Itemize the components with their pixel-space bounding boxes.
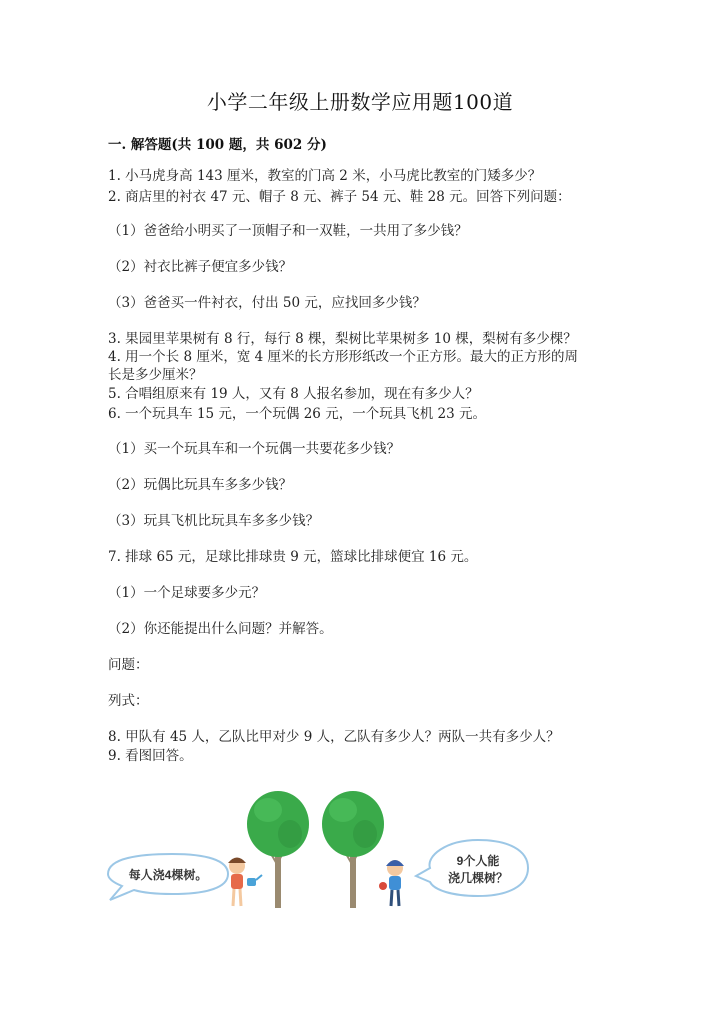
left-speech-bubble	[108, 854, 228, 900]
question-1: 1. 小马虎身高 143 厘米，教室的门高 2 米，小马虎比教室的门矮多少？	[108, 168, 542, 184]
right-tree	[322, 791, 384, 908]
question-3: 3. 果园里苹果树有 8 行，每行 8 棵，梨树比苹果树多 10 棵，梨树有多少棵？	[108, 331, 577, 347]
question-2-part-2: （2）衬衣比裤子便宜多少钱？	[108, 259, 293, 275]
page-title: 小学二年级上册数学应用题100道	[206, 90, 514, 114]
right-bubble-text-line-2: 浇几棵树？	[447, 871, 509, 885]
question-2-part-3: （3）爸爸买一件衬衣，付出 50 元，应找回多少钱？	[108, 295, 426, 311]
question-6-part-3: （3）玩具飞机比玩具车多多少钱？	[108, 513, 320, 529]
question-7-part-1: （1）一个足球要多少元？	[108, 585, 266, 601]
question-2: 2. 商店里的衬衣 47 元、帽子 8 元、裤子 54 元、鞋 28 元。回答下列问题：	[108, 189, 571, 205]
equation-label: 列式：	[108, 693, 149, 709]
right-tree-foliage	[322, 791, 384, 857]
right-bubble-text-line-1: 9个人能	[456, 854, 500, 868]
left-bubble-text: 每人浇4棵树。	[128, 868, 208, 882]
girl-figure	[228, 858, 262, 907]
question-6: 6. 一个玩具车 15 元，一个玩偶 26 元，一个玩具飞机 23 元。	[108, 406, 486, 422]
bucket-icon	[379, 882, 387, 890]
right-speech-bubble	[416, 840, 528, 896]
question-5: 5. 合唱组原来有 19 人，又有 8 人报名参加，现在有多少人？	[108, 386, 479, 402]
question-6-part-2: （2）玩偶比玩具车多多少钱？	[108, 477, 293, 493]
question-4-line-2: 长是多少厘米？	[108, 367, 203, 383]
left-tree	[247, 791, 309, 908]
question-2-part-1: （1）爸爸给小明买了一顶帽子和一双鞋，一共用了多少钱？	[108, 223, 468, 239]
question-label: 问题：	[108, 657, 149, 673]
boy-figure	[379, 860, 404, 906]
question-7-part-2: （2）你还能提出什么问题？并解答。	[108, 621, 333, 637]
question-9: 9. 看图回答。	[108, 748, 193, 764]
trees-illustration	[100, 786, 540, 926]
section-header: 一. 解答题(共 100 题，共 602 分)	[108, 137, 327, 153]
question-8: 8. 甲队有 45 人，乙队比甲对少 9 人，乙队有多少人？两队一共有多少人？	[108, 729, 560, 745]
question-4-line-1: 4. 用一个长 8 厘米，宽 4 厘米的长方形形纸改一个正方形。最大的正方形的周	[108, 349, 579, 365]
question-6-part-1: （1）买一个玩具车和一个玩偶一共要花多少钱？	[108, 441, 401, 457]
question-7: 7. 排球 65 元，足球比排球贵 9 元，篮球比排球便宜 16 元。	[108, 549, 478, 565]
left-tree-foliage	[247, 791, 309, 857]
watering-can-icon	[247, 878, 256, 886]
